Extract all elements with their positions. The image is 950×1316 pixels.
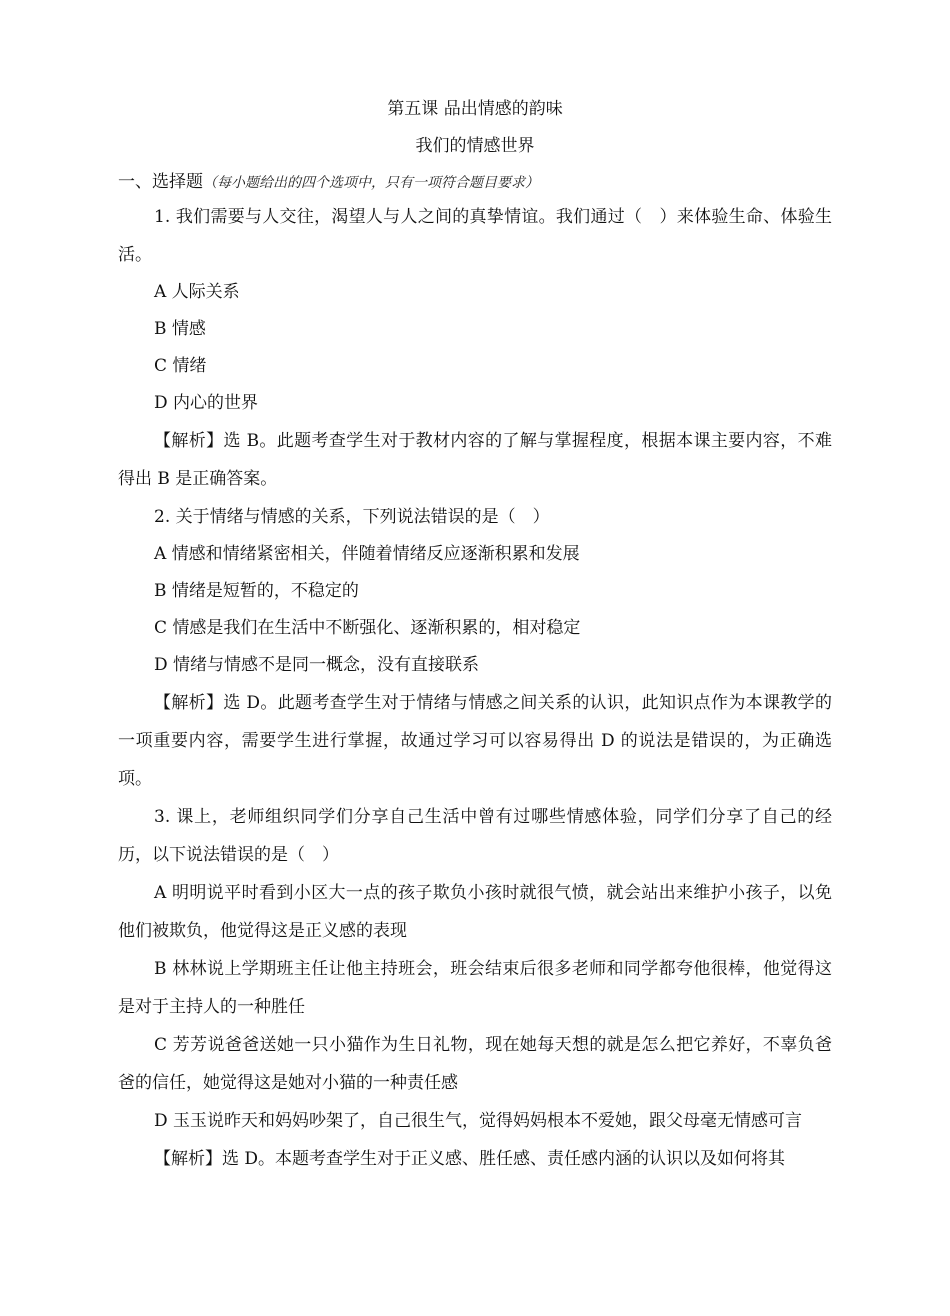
question-1-option-a: A 人际关系 [154, 282, 240, 302]
section-heading [118, 171, 832, 194]
question-3-option-a: A 明明说平时看到小区大一点的孩子欺负小孩时就很气愤，就会站出来维护小孩子，以免他们被欺负，他觉得这是正义感的表现 [118, 883, 832, 941]
page-title: 第五课 品出情感的韵味 [387, 99, 563, 119]
question-3-analysis: 【解析】选 D。本题考查学生对于正义感、胜任感、责任感内涵的认识以及如何将其 [154, 1149, 786, 1169]
section-heading-label: 一、选择题 [118, 172, 203, 192]
question-3-option-b: B 林林说上学期班主任让他主持班会，班会结束后很多老师和同学都夸他很棒，他觉得这是对于主持人的一种胜任 [118, 959, 832, 1017]
question-2-option-c: C 情感是我们在生活中不断强化、逐渐积累的，相对稳定 [154, 618, 581, 638]
section-heading-hint: （每小题给出的四个选项中，只有一项符合题目要求） [203, 175, 539, 191]
question-1-option-b: B 情感 [154, 319, 206, 339]
question-2-analysis: 【解析】选 D。此题考查学生对于情绪与情感之间关系的认识，此知识点作为本课教学的一项重要内容，需要学生进行掌握，故通过学习可以容易得出 D 的说法是错误的，为正确选项。 [118, 693, 832, 789]
question-3-option-d: D 玉玉说昨天和妈妈吵架了，自己很生气，觉得妈妈根本不爱她，跟父母毫无情感可言 [154, 1111, 803, 1131]
page-subtitle: 我们的情感世界 [415, 136, 535, 156]
question-2-option-b: B 情绪是短暂的，不稳定的 [154, 581, 359, 601]
question-3-stem: 3. 课上，老师组织同学们分享自己生活中曾有过哪些情感体验，同学们分享了自己的经历，以下说法错误的是（ ） [118, 807, 832, 865]
document-page [118, 96, 832, 1178]
question-1-option-d: D 内心的世界 [154, 393, 259, 413]
question-1-option-c: C 情绪 [154, 356, 207, 376]
question-1-stem: 1. 我们需要与人交往，渴望人与人之间的真挚情谊。我们通过（ ）来体验生命、体验生活。 [118, 207, 832, 265]
question-2-stem: 2. 关于情绪与情感的关系，下列说法错误的是（ ） [154, 507, 550, 527]
question-2-option-d: D 情绪与情感不是同一概念，没有直接联系 [154, 655, 480, 675]
question-1-analysis: 【解析】选 B。此题考查学生对于教材内容的了解与掌握程度，根据本课主要内容，不难得出 B 是正确答案。 [118, 431, 832, 489]
question-2-option-a: A 情感和情绪紧密相关，伴随着情绪反应逐渐积累和发展 [154, 544, 580, 564]
question-3-option-c: C 芳芳说爸爸送她一只小猫作为生日礼物，现在她每天想的就是怎么把它养好，不辜负爸爸的信任，她觉得这是她对小猫的一种责任感 [118, 1035, 832, 1093]
